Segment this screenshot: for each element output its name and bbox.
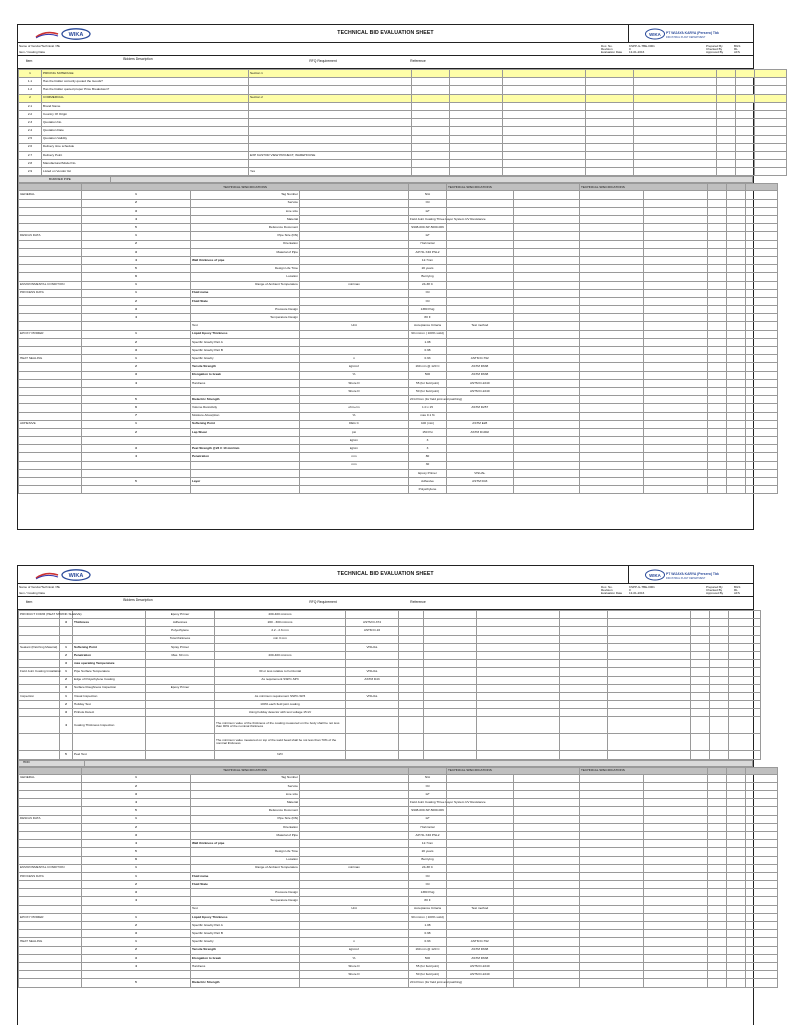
- spec-row: ENVIRONMENTAL CONDITION 1 Range of Ambient Temperature min/max 24-38 C: [19, 281, 778, 289]
- spec-row: 5 Reference Document S908-000-SP-5000-006: [19, 224, 778, 232]
- spec-row: DESIGN DATA 1 Pipe Size (DN) 12": [19, 232, 778, 240]
- spec-row: 3 Pressure Design 1380 Psig: [19, 306, 778, 314]
- spec-row: 5 Dielectric Strength 20 kV/mm (for field joint and patching): [19, 979, 778, 987]
- page-title-2: TECHNICAL BID EVALUATION SHEET: [337, 571, 434, 577]
- buried-pipe-header: BURRIED PIPE: [18, 176, 753, 183]
- wika-logo-right: [645, 28, 719, 40]
- spec-row: 3 max operating Temperature: [19, 660, 761, 668]
- spec-row: Test Unit Acceptance Criteria Test method: [19, 905, 778, 913]
- spec-row: Field Joint Coating Installation 1 Pipe Surface Temperature 30 or less relative to horizontal VISUAL: [19, 668, 761, 676]
- spec-row: GENERAL 1 Tag Number N/A: [19, 774, 778, 782]
- commercial-table: [18, 69, 787, 176]
- spec-row: GENERAL 1 Tag Number N/A: [19, 191, 778, 199]
- sheet-page-2: [17, 565, 754, 1025]
- spec-row: 3 Specific Gravity Part B 0.98: [19, 930, 778, 938]
- spec-row: Inspection 1 Visual Inspection As minimum requirement SSPC-SP3 VISUAL: [19, 692, 761, 700]
- spec-row: ENVIRONMENTAL CONDITION 1 Range of Ambient Temperature min/max 24-38 C: [19, 864, 778, 872]
- spec-row: 2 Holiday Test 100% each field joint coating: [19, 701, 761, 709]
- commercial-row: 1.2 Has the bidder quoted proper Price Breakdown?: [19, 86, 787, 94]
- spec-row: 3 Surface Roughness Inspection Epoxy Primer: [19, 684, 761, 692]
- logo-left-text: WIKA: [68, 32, 84, 38]
- spec-row: 2 Penetration Max. 60 mm 200-400 microns: [19, 651, 761, 659]
- spec-row: 5 Layer Adhesive ASTM D43: [19, 478, 778, 486]
- wika-logo-right-2: [645, 569, 719, 581]
- spec-row: Polyethylene: [19, 486, 778, 494]
- spec-row: Epoxy Primer VISUAL: [19, 469, 778, 477]
- spec-row: 6 Volume Resistivity ohm-cm 1.0 x 15 ASTM D257: [19, 404, 778, 412]
- svg-text:WIKA: WIKA: [649, 573, 661, 578]
- spec-row: 3 Material of Pipe API 5L X46 PSL2: [19, 831, 778, 839]
- spec-row: 2 Orientation Horizontal: [19, 823, 778, 831]
- commercial-row: 2.3 Quotation No.: [19, 119, 787, 127]
- spec-row: ADHESIVE 1 Softening Point DEG C 100 (min) ASTM E28: [19, 420, 778, 428]
- commercial-row: 2.6 Delivery time schedule: [19, 143, 787, 151]
- spec-row: 6 Location Burriying: [19, 273, 778, 281]
- spec-row: 3 Pressure Design 1380 Psig: [19, 889, 778, 897]
- svg-text:WIKA: WIKA: [68, 573, 84, 579]
- spec-row: Polyethylene 2.2 - 2.6 mm ASTM D-16: [19, 627, 761, 635]
- commercial-row: 2.8 Manufacturer/Model No.: [19, 160, 787, 168]
- spec-row: HEAT SEALING 1 Specific Gravity n 0.93 ASTM D-792: [19, 938, 778, 946]
- svg-text:PT WIJAYA KARYA (Persero) Tbk: PT WIJAYA KARYA (Persero) Tbk: [666, 572, 719, 576]
- spec-row: PROCESS DATA 1 Fluid name Oil: [19, 872, 778, 880]
- spec-row: 2 Lap Shear psi 150 Psi ASTM D1002: [19, 428, 778, 436]
- sheet-page-1: [17, 24, 754, 530]
- commercial-row: 2.5 Quotation Validity: [19, 135, 787, 143]
- spec-row: 4 Hardness Shore D 55 (for field joint) ASTM D-2240: [19, 379, 778, 387]
- page-title: TECHNICAL BID EVALUATION SHEET: [337, 30, 434, 36]
- spec-row: 5 Design Life Time 20 years: [19, 265, 778, 273]
- spec-row: 5 Reference Document S908-000-SP-5000-006: [19, 807, 778, 815]
- spec-row: Total thickness min 3 mm: [19, 635, 761, 643]
- spec-row: 7 Moisture Absorption % max 0.1 %: [19, 412, 778, 420]
- spec-row: 2 Edge of Polyethylene Coating As requirement SSPC-SP3 ASTM D43: [19, 676, 761, 684]
- spec-row: 4 Penetration mm 80: [19, 453, 778, 461]
- svg-text:PT WIJAYA KARYA (Persero) Tbk: PT WIJAYA KARYA (Persero) Tbk: [666, 31, 719, 35]
- document-meta: Name of Vendor/Technical / Bk Item / Coating Data Doc. No. Revision Evaluation Date KSPP-G-TBE-0001 0 13-01-2016 Prepared By Checked By Approved By BGS RL AFS: [18, 43, 753, 56]
- spec-row: Sealant (Patching Material) 1 Softening Point Spray Primer VISUAL: [19, 643, 761, 651]
- spec-row: EPOXY PRIMER 1 Liquid Epoxy Thickness 90 micron ( 100% solid): [19, 330, 778, 338]
- spec-row: 5 Peel Test N/O: [19, 751, 761, 759]
- column-headers-2: Item Bidders Description RFQ Requirement Reference: [18, 597, 753, 610]
- spec-row: 4 Temperature Design 80 F: [19, 897, 778, 905]
- spec-row: 4 Material Field Joint Coating Three Layer System UV Resistance: [19, 216, 778, 224]
- commercial-row: 1.1 Has the bidder correctly quoted the Goods?: [19, 78, 787, 86]
- spec-row: 2 Service Oil: [19, 199, 778, 207]
- document-meta-2: Name of Vendor/Technical / Bk Item / Coating Data Doc. No. Revision Evaluation Date KSPP-G-TBE-0001 0 13-01-2016 Prepared By Checked By Approved By BGS RL AFS: [18, 584, 753, 597]
- spec-row: DESIGN DATA 1 Pipe Size (DN) 12": [19, 815, 778, 823]
- spec-row: 2 Tensile Strength kg/cm2 160 min @ 120 C ASTM D638: [19, 946, 778, 954]
- spec-row: 2 Service Oil: [19, 782, 778, 790]
- commercial-row: 2.2 Country Of Origin: [19, 110, 787, 118]
- spec-row: 2 Orientation Horizontal: [19, 240, 778, 248]
- spec-row: 3 Line size 12": [19, 207, 778, 215]
- spec-row: Shore D 50 (for field joint) ASTM D-2240: [19, 387, 778, 395]
- svg-text:INDUSTRIAL PLANT DEPARTMENT: INDUSTRIAL PLANT DEPARTMENT: [666, 36, 706, 39]
- spec-row: 2 Tensile Strength kg/cm2 160 min @ 120 C ASTM D638: [19, 363, 778, 371]
- spec-row: 3 Line size 12": [19, 791, 778, 799]
- spec-row: 2 Specific Gravity Part A 1.08: [19, 338, 778, 346]
- spec-row: 2 Specific Gravity Part A 1.08: [19, 922, 778, 930]
- sheet-header: [18, 25, 753, 43]
- commercial-row: 2.9 Listed on Vendor list Yes: [19, 168, 787, 176]
- spec-row: 5 Dielectric Strength 20 kV/mm (for field joint and patching): [19, 396, 778, 404]
- spec-row: Test Unit Acceptance Criteria Test method: [19, 322, 778, 330]
- spec-row: 3 Thickness Adhesives 200 - 300 microns ASTM D-374: [19, 619, 761, 627]
- commercial-row: 2.7 Delivery Point EXP KASTOR VIEW PROJECT, WAREHOUSE: [19, 151, 787, 159]
- commercial-row: 2.1 Brand Name: [19, 102, 787, 110]
- svg-text:WIKA: WIKA: [649, 32, 661, 37]
- spec-row: 6 Location Burriying: [19, 856, 778, 864]
- spec-row: 3 Elongation to break % 500 ASTM D638: [19, 954, 778, 962]
- spec-row: 2 Fluid State Oil: [19, 297, 778, 305]
- spec-row: 3 Elongation to break % 500 ASTM D638: [19, 371, 778, 379]
- spec-row: 4 Wall thickness of pipe 12.7mm: [19, 256, 778, 264]
- spec-row: 4 Temperature Design 80 F: [19, 314, 778, 322]
- spec-row: PROCESS DATA 1 Fluid name Oil: [19, 289, 778, 297]
- spec-row: 3 Pinhole Detect Using holiday detector with test voltage 15 kV: [19, 709, 761, 717]
- coating-requirements-table: [18, 610, 761, 760]
- svg-text:INDUSTRIAL PLANT DEPARTMENT: INDUSTRIAL PLANT DEPARTMENT: [666, 577, 706, 580]
- spec-row: 5 Design Life Time 20 years: [19, 848, 778, 856]
- spec-row: 2 Fluid State Oil: [19, 881, 778, 889]
- commercial-row: 2.4 Quotation Date: [19, 127, 787, 135]
- tech-spec-band: TECHNICAL SPECIFICATIONS TECHNICAL SPECIFICATIONS TECHNICAL SPECIFICATIONS: [19, 767, 778, 774]
- spec-row: EPOXY PRIMER 1 Liquid Epoxy Thickness 90 micron ( 100% solid): [19, 913, 778, 921]
- spec-row: 4 Hardness Shore D 55 (for field joint) ASTM D-2240: [19, 962, 778, 970]
- hdd-header: HDD: [18, 760, 753, 767]
- spec-row: 3 Material of Pipe API 5L X46 PSL2: [19, 248, 778, 256]
- column-headers: Item Bidders Description RFQ Requirement Reference: [18, 56, 753, 69]
- spec-row: mm 30: [19, 461, 778, 469]
- sheet-header-2: [18, 566, 753, 584]
- spec-table-hdd: [18, 767, 778, 988]
- spec-row: Shore D 50 (for field joint) ASTM D-2240: [19, 971, 778, 979]
- commercial-row: 1 PRICING SCHEDULE Section 1: [19, 70, 787, 78]
- tech-spec-band: TECHNICAL SPECIFICATIONS TECHNICAL SPECIFICATIONS TECHNICAL SPECIFICATIONS: [19, 184, 778, 191]
- spec-row: PRODUCT FORM (HEAT SHRINK SLEEVE) Epoxy Primer 200-400 microns: [19, 611, 761, 619]
- spec-row: 3 Specific Gravity Part B 0.98: [19, 347, 778, 355]
- spec-row: 4 Coating Thickness Inspection The minimum value of the thickness of the coating measured on the body shall be not less than 90% of the nominal thickness: [19, 717, 761, 734]
- spec-row: HEAT SEALING 1 Specific Gravity n 0.93 ASTM D-792: [19, 355, 778, 363]
- commercial-row: 2 COMMERCIAL Section 2: [19, 94, 787, 102]
- spec-row: 4 Material Field Joint Coating Three Layer System UV Resistance: [19, 799, 778, 807]
- spec-row: 3 Peel Strength @23 C 10 mm/mm kg/cm 3: [19, 445, 778, 453]
- spec-row: The minimum value measured on top of the weld bead shall be not less than 70% of the nominal thickness: [19, 734, 761, 751]
- spec-row: 4 Wall thickness of pipe 12.7mm: [19, 840, 778, 848]
- spec-table-buried-pipe: [18, 183, 778, 494]
- spec-row: kg/cm 3: [19, 437, 778, 445]
